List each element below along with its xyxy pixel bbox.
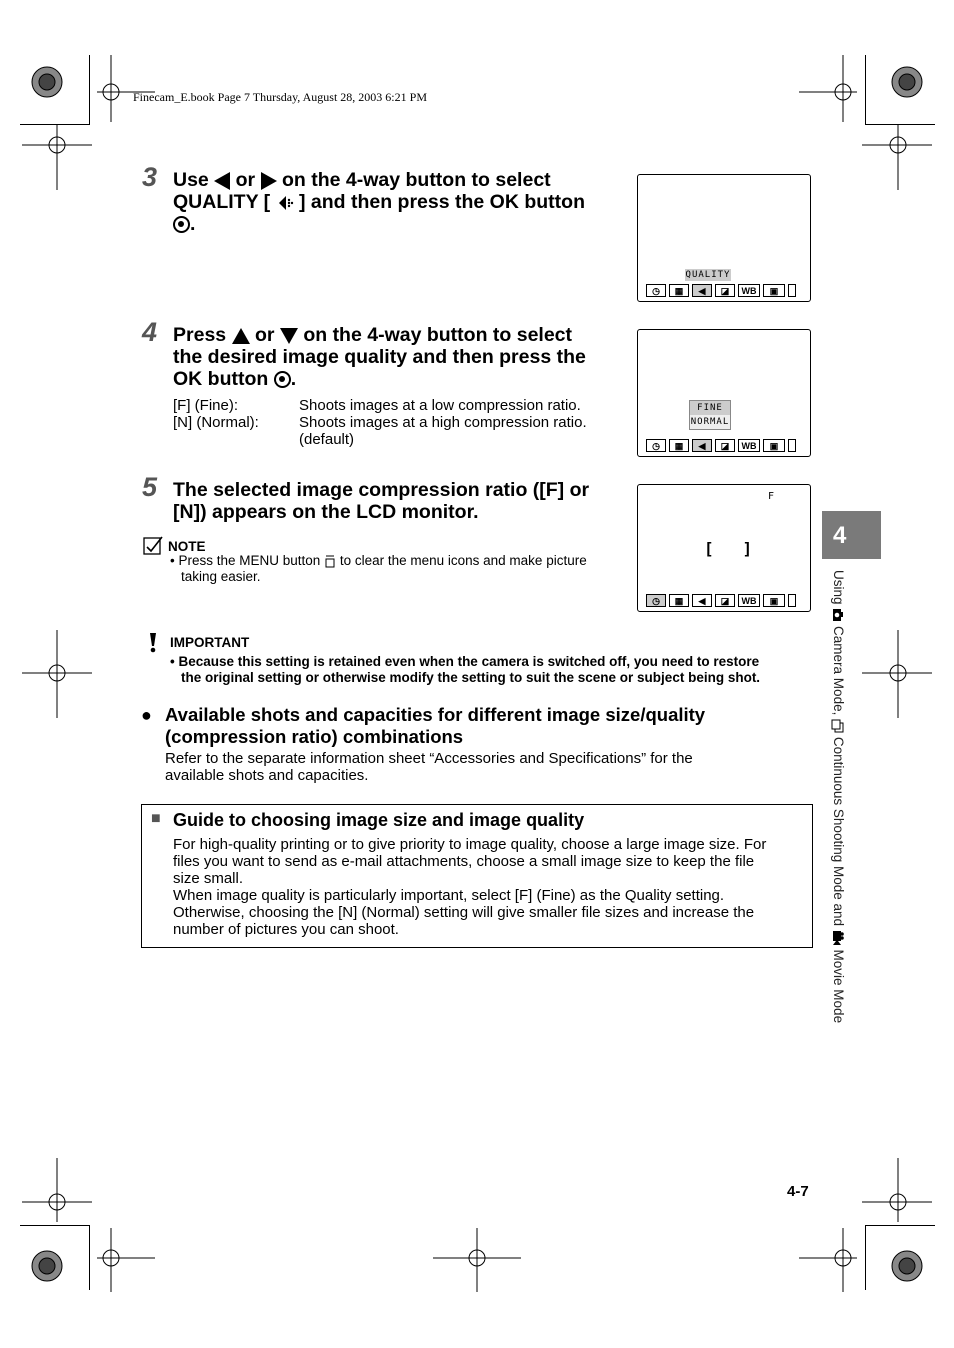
step5-text-part: [N]) appears on the LCD monitor. bbox=[173, 501, 479, 523]
step4-text-part: . bbox=[290, 368, 297, 390]
step3-text-part: Use bbox=[173, 169, 209, 191]
lcd-icon-bar bbox=[646, 593, 802, 608]
image-size-icon: ▦ bbox=[669, 284, 689, 297]
ok-button-icon bbox=[173, 216, 190, 233]
lcd-option-fine: FINE bbox=[697, 403, 723, 413]
right-arrow-icon bbox=[261, 172, 277, 190]
definition-row bbox=[173, 414, 633, 431]
step5-text bbox=[173, 479, 633, 523]
step3-text-part: on the 4-way button to select bbox=[281, 169, 551, 191]
guide-line: Otherwise, choosing the [N] (Normal) setting will give smaller file sizes and increase the bbox=[173, 904, 755, 921]
note-text-part: taking easier. bbox=[181, 569, 261, 584]
step5-text-part: The selected image compression ratio ([F] or bbox=[173, 479, 590, 501]
step3-text-part: QUALITY [ bbox=[173, 191, 271, 213]
self-timer-icon: ◷ bbox=[646, 439, 666, 452]
step3-text-part: or bbox=[235, 169, 256, 191]
chapter-number: 4 bbox=[833, 522, 847, 549]
step-number: 3 bbox=[142, 162, 158, 192]
quality-icon bbox=[276, 194, 294, 212]
guide-title: Guide to choosing image size and image quality bbox=[173, 810, 585, 830]
important-text-part: the original setting or otherwise modify the setting to suit the scene or subject being shot. bbox=[181, 670, 761, 685]
exposure-icon: ◪ bbox=[715, 439, 735, 452]
ok-button-icon bbox=[274, 371, 291, 388]
quality-icon: ◀ bbox=[692, 284, 712, 297]
definition-desc: Shoots images at a low compression ratio. bbox=[299, 397, 581, 414]
down-arrow-icon bbox=[280, 328, 298, 344]
section-body-part: available shots and capacities. bbox=[165, 767, 369, 784]
camera-icon bbox=[832, 608, 844, 622]
note-text-part: • Press the MENU button bbox=[170, 553, 321, 568]
lcd-icon-bar bbox=[646, 283, 802, 298]
step4-text bbox=[173, 324, 628, 390]
lcd-screen bbox=[637, 329, 811, 457]
important-body bbox=[170, 654, 820, 686]
lcd-screen bbox=[637, 484, 811, 612]
guide-line: number of pictures you can shoot. bbox=[173, 921, 399, 938]
quality-icon: ◀ bbox=[692, 439, 712, 452]
step3-text-part: . bbox=[190, 213, 196, 235]
side-running-title bbox=[831, 570, 846, 1023]
lcd-menu-label: QUALITY bbox=[685, 270, 731, 280]
exposure-icon: ◪ bbox=[715, 284, 735, 297]
step3-text-part: ] and then press the OK button bbox=[298, 191, 585, 213]
image-size-icon: ▦ bbox=[669, 594, 689, 607]
exposure-icon: ◪ bbox=[715, 594, 735, 607]
important-text-part: • Because this setting is retained even when the camera is switched off, you need to restore bbox=[170, 654, 760, 669]
guide-line: files you want to send as e-mail attachments, choose a small image size to keep the file bbox=[173, 853, 755, 870]
important-icon bbox=[147, 632, 159, 654]
side-text-part: Camera Mode, bbox=[831, 626, 846, 716]
camera-mode-icon: ▣ bbox=[763, 594, 785, 607]
self-timer-icon: ◷ bbox=[646, 594, 666, 607]
guide-box bbox=[141, 804, 813, 948]
definition-term: [F] (Fine): bbox=[173, 397, 239, 414]
guide-line: For high-quality printing or to give priority to image quality, choose a large image size. For bbox=[173, 836, 767, 853]
chapter-tab bbox=[822, 511, 881, 559]
quality-definition-list bbox=[173, 397, 633, 448]
continuous-shooting-icon bbox=[831, 719, 844, 733]
white-balance-icon: WB bbox=[738, 284, 760, 297]
quality-icon: ◀ bbox=[692, 594, 712, 607]
camera-mode-icon: ▣ bbox=[763, 439, 785, 452]
lcd-option-normal: NORMAL bbox=[690, 417, 730, 427]
side-text-part: Using bbox=[831, 570, 846, 605]
definition-desc: (default) bbox=[299, 431, 355, 448]
up-arrow-icon bbox=[232, 328, 250, 344]
page-number: 4-7 bbox=[787, 1183, 809, 1200]
definition-row bbox=[173, 397, 633, 414]
lcd-focus-brackets: [ ] bbox=[704, 539, 753, 558]
side-text-part: Continuous Shooting Mode and bbox=[831, 736, 846, 927]
step4-text-part: OK button bbox=[173, 368, 269, 390]
square-bullet-icon: ■ bbox=[151, 810, 161, 827]
guide-line: size small. bbox=[173, 870, 244, 887]
note-title: NOTE bbox=[168, 539, 206, 554]
step4-text-part: on the 4-way button to select bbox=[303, 324, 573, 346]
battery-icon bbox=[788, 439, 796, 452]
step4-text-part: Press bbox=[173, 324, 227, 346]
important-title: IMPORTANT bbox=[170, 635, 250, 650]
section-title bbox=[165, 704, 815, 748]
section-body bbox=[165, 750, 815, 784]
self-timer-icon: ◷ bbox=[646, 284, 666, 297]
section-title-part: Available shots and capacities for different image size/quality bbox=[165, 704, 706, 725]
note-text-part: to clear the menu icons and make picture bbox=[339, 553, 587, 568]
white-balance-icon: WB bbox=[738, 439, 760, 452]
battery-icon bbox=[788, 594, 796, 607]
camera-mode-icon: ▣ bbox=[763, 284, 785, 297]
section-body-part: Refer to the separate information sheet “Accessories and Specifications” for the bbox=[165, 750, 693, 767]
lcd-quality-options bbox=[689, 400, 731, 430]
definition-term bbox=[173, 431, 299, 448]
note-icon bbox=[143, 535, 163, 555]
side-text-part: Movie Mode bbox=[831, 949, 846, 1024]
definition-row bbox=[173, 431, 633, 448]
section-title-part: (compression ratio) combinations bbox=[165, 726, 464, 747]
lcd-screen bbox=[637, 174, 811, 302]
menu-button-icon bbox=[324, 554, 336, 568]
lcd-quality-indicator: F bbox=[768, 491, 775, 502]
step4-text-part: or bbox=[254, 324, 275, 346]
definition-term: [N] (Normal): bbox=[173, 414, 259, 431]
image-size-icon: ▦ bbox=[669, 439, 689, 452]
guide-body bbox=[173, 836, 803, 938]
white-balance-icon: WB bbox=[738, 594, 760, 607]
movie-icon bbox=[832, 930, 844, 946]
step3-text bbox=[173, 169, 628, 235]
definition-desc: Shoots images at a high compression ratio. bbox=[299, 414, 587, 431]
lcd-icon-bar bbox=[646, 438, 802, 453]
step-number: 4 bbox=[142, 317, 158, 347]
print-header: Finecam_E.book Page 7 Thursday, August 28, 2003 6:21 PM bbox=[133, 90, 427, 104]
section-bullet: ● bbox=[141, 705, 152, 725]
note-body bbox=[170, 553, 635, 585]
guide-line: When image quality is particularly important, select [F] (Fine) as the Quality setting. bbox=[173, 887, 725, 904]
left-arrow-icon bbox=[214, 172, 230, 190]
battery-icon bbox=[788, 284, 796, 297]
step-number: 5 bbox=[142, 472, 158, 502]
step4-text-part: the desired image quality and then press the bbox=[173, 346, 586, 368]
